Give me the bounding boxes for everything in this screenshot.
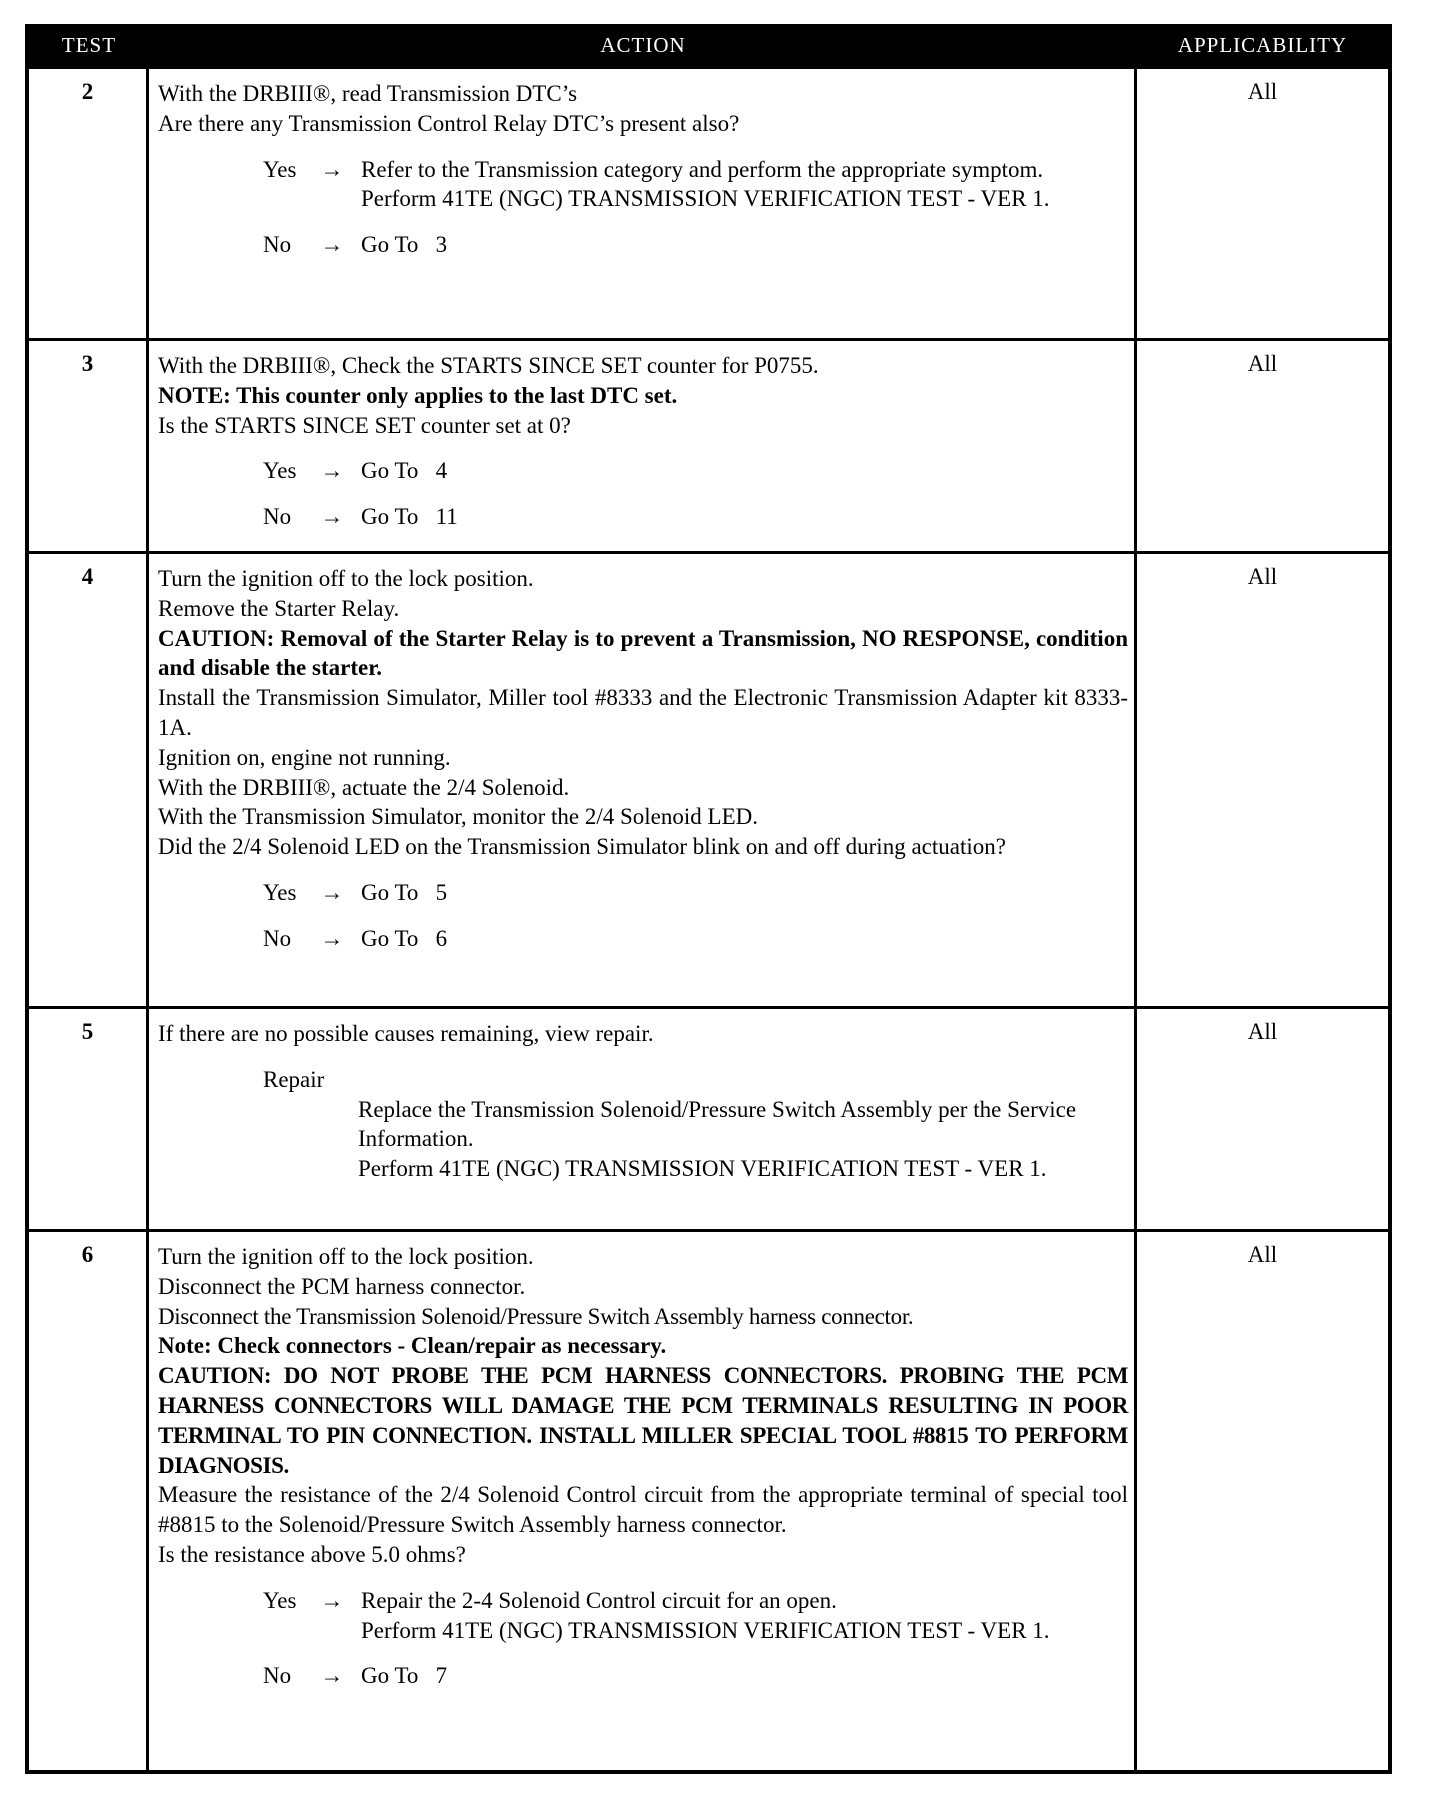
no-label: No bbox=[263, 925, 292, 951]
yes-branch bbox=[263, 456, 1128, 486]
action-line: Ignition on, engine not running. bbox=[158, 744, 451, 770]
arrow-icon: → bbox=[320, 156, 344, 182]
repair-text bbox=[358, 1095, 1128, 1184]
table-row bbox=[29, 338, 1388, 551]
header-applicability: APPLICABILITY bbox=[1177, 32, 1348, 57]
applicability: All bbox=[1247, 564, 1278, 589]
arrow-icon: → bbox=[320, 458, 344, 484]
table-header bbox=[29, 24, 1388, 66]
yes-text: Go To 4 bbox=[361, 458, 448, 484]
action-line: Are there any Transmission Control Relay DTC’s present also? bbox=[158, 110, 740, 136]
yes-branch bbox=[263, 155, 1128, 215]
arrow-icon: → bbox=[320, 232, 344, 258]
action-line: Is the resistance above 5.0 ohms? bbox=[158, 1541, 466, 1567]
action-line: With the DRBIII®, actuate the 2/4 Solenoid. bbox=[158, 774, 570, 800]
applicability: All bbox=[1247, 1019, 1278, 1044]
yes-label: Yes bbox=[263, 879, 297, 905]
note-line: Note: Check connectors - Clean/repair as necessary. bbox=[158, 1333, 667, 1359]
table-row bbox=[29, 1229, 1388, 1770]
test-number: 2 bbox=[29, 69, 149, 338]
no-text: Go To 7 bbox=[361, 1663, 448, 1689]
arrow-icon: → bbox=[320, 504, 344, 530]
action-line: Measure the resistance of the 2/4 Solenoid Control circuit from the appropriate terminal of special tool #8815 to the Solenoid/Pressure Switch Assembly harness connector. bbox=[158, 1482, 1128, 1538]
note-line: NOTE: This counter only applies to the last DTC set. bbox=[158, 382, 678, 408]
action-line: Disconnect the Transmission Solenoid/Pressure Switch Assembly harness connector. bbox=[158, 1303, 914, 1329]
action-cell bbox=[149, 69, 1137, 338]
action-line: Is the STARTS SINCE SET counter set at 0? bbox=[158, 412, 571, 438]
action-line: Remove the Starter Relay. bbox=[158, 595, 400, 621]
repair-line: Perform 41TE (NGC) TRANSMISSION VERIFICATION TEST - VER 1. bbox=[358, 1156, 1047, 1182]
applicability: All bbox=[1247, 1242, 1278, 1267]
action-cell bbox=[149, 341, 1137, 551]
test-number: 4 bbox=[29, 554, 149, 1006]
action-line: If there are no possible causes remaining, view repair. bbox=[158, 1021, 654, 1046]
no-branch bbox=[263, 1661, 1128, 1691]
test-number: 6 bbox=[29, 1232, 149, 1770]
table-row bbox=[29, 1006, 1388, 1229]
action-cell bbox=[149, 1009, 1137, 1229]
table-row bbox=[29, 551, 1388, 1006]
test-number: 5 bbox=[29, 1009, 149, 1229]
yes-text: Refer to the Transmission category and perform the appropriate symptom. bbox=[361, 156, 1044, 182]
yes-branch bbox=[263, 878, 1128, 908]
applicability: All bbox=[1247, 79, 1278, 104]
action-line: With the DRBIII®, read Transmission DTC’s bbox=[158, 81, 578, 106]
arrow-icon: → bbox=[320, 1587, 344, 1613]
arrow-icon: → bbox=[320, 1663, 344, 1689]
yes-text: Go To 5 bbox=[361, 879, 448, 905]
no-label: No bbox=[263, 504, 292, 530]
no-branch bbox=[263, 924, 1128, 954]
repair-line: Replace the Transmission Solenoid/Pressure Switch Assembly per the Service Information. bbox=[358, 1096, 1077, 1152]
yes-branch bbox=[263, 1586, 1128, 1646]
action-line: Turn the ignition off to the lock position. bbox=[158, 566, 534, 591]
test-number: 3 bbox=[29, 341, 149, 551]
action-line: Disconnect the PCM harness connector. bbox=[158, 1273, 526, 1299]
no-label: No bbox=[263, 1663, 292, 1689]
action-cell bbox=[149, 1232, 1137, 1770]
applicability: All bbox=[1247, 351, 1278, 376]
action-line: Did the 2/4 Solenoid LED on the Transmission Simulator blink on and off during actuation? bbox=[158, 834, 1006, 860]
yes-label: Yes bbox=[263, 1587, 297, 1613]
yes-text: Perform 41TE (NGC) TRANSMISSION VERIFICATION TEST - VER 1. bbox=[361, 186, 1050, 212]
arrow-icon: → bbox=[320, 879, 344, 905]
table-row bbox=[29, 66, 1388, 338]
action-line: With the Transmission Simulator, monitor the 2/4 Solenoid LED. bbox=[158, 804, 758, 830]
action-line: Turn the ignition off to the lock position. bbox=[158, 1244, 534, 1269]
header-test: TEST bbox=[61, 32, 117, 57]
caution-line: CAUTION: Removal of the Starter Relay is to prevent a Transmission, NO RESPONSE, condition and disable the starter. bbox=[158, 625, 1128, 681]
repair-label: Repair bbox=[263, 1066, 325, 1092]
no-branch bbox=[263, 230, 1128, 260]
action-line: Install the Transmission Simulator, Miller tool #8333 and the Electronic Transmission Adapter kit 8333-1A. bbox=[158, 685, 1128, 740]
no-branch bbox=[263, 502, 1128, 532]
no-text: Go To 3 bbox=[361, 232, 448, 258]
yes-text: Repair the 2-4 Solenoid Control circuit for an open. bbox=[361, 1587, 837, 1613]
no-label: No bbox=[263, 232, 292, 258]
yes-label: Yes bbox=[263, 156, 297, 182]
no-text: Go To 6 bbox=[361, 925, 448, 951]
yes-text: Perform 41TE (NGC) TRANSMISSION VERIFICATION TEST - VER 1. bbox=[361, 1617, 1050, 1643]
header-action: ACTION bbox=[600, 32, 686, 57]
yes-label: Yes bbox=[263, 458, 297, 484]
action-line: With the DRBIII®, Check the STARTS SINCE SET counter for P0755. bbox=[158, 353, 819, 378]
caution-line: CAUTION: DO NOT PROBE THE PCM HARNESS CONNECTORS. PROBING THE PCM HARNESS CONNECTORS WILL DAMAGE THE PCM TERMINALS RESULTING IN POOR TERMINAL TO PIN CONNECTION. INSTALL MILLER SPECIAL TOOL #8815 TO PERFORM DIAGNOSIS. bbox=[158, 1363, 1128, 1478]
diagnostic-test-table bbox=[25, 24, 1392, 1774]
arrow-icon: → bbox=[320, 925, 344, 951]
no-text: Go To 11 bbox=[361, 504, 458, 530]
action-cell bbox=[149, 554, 1137, 1006]
